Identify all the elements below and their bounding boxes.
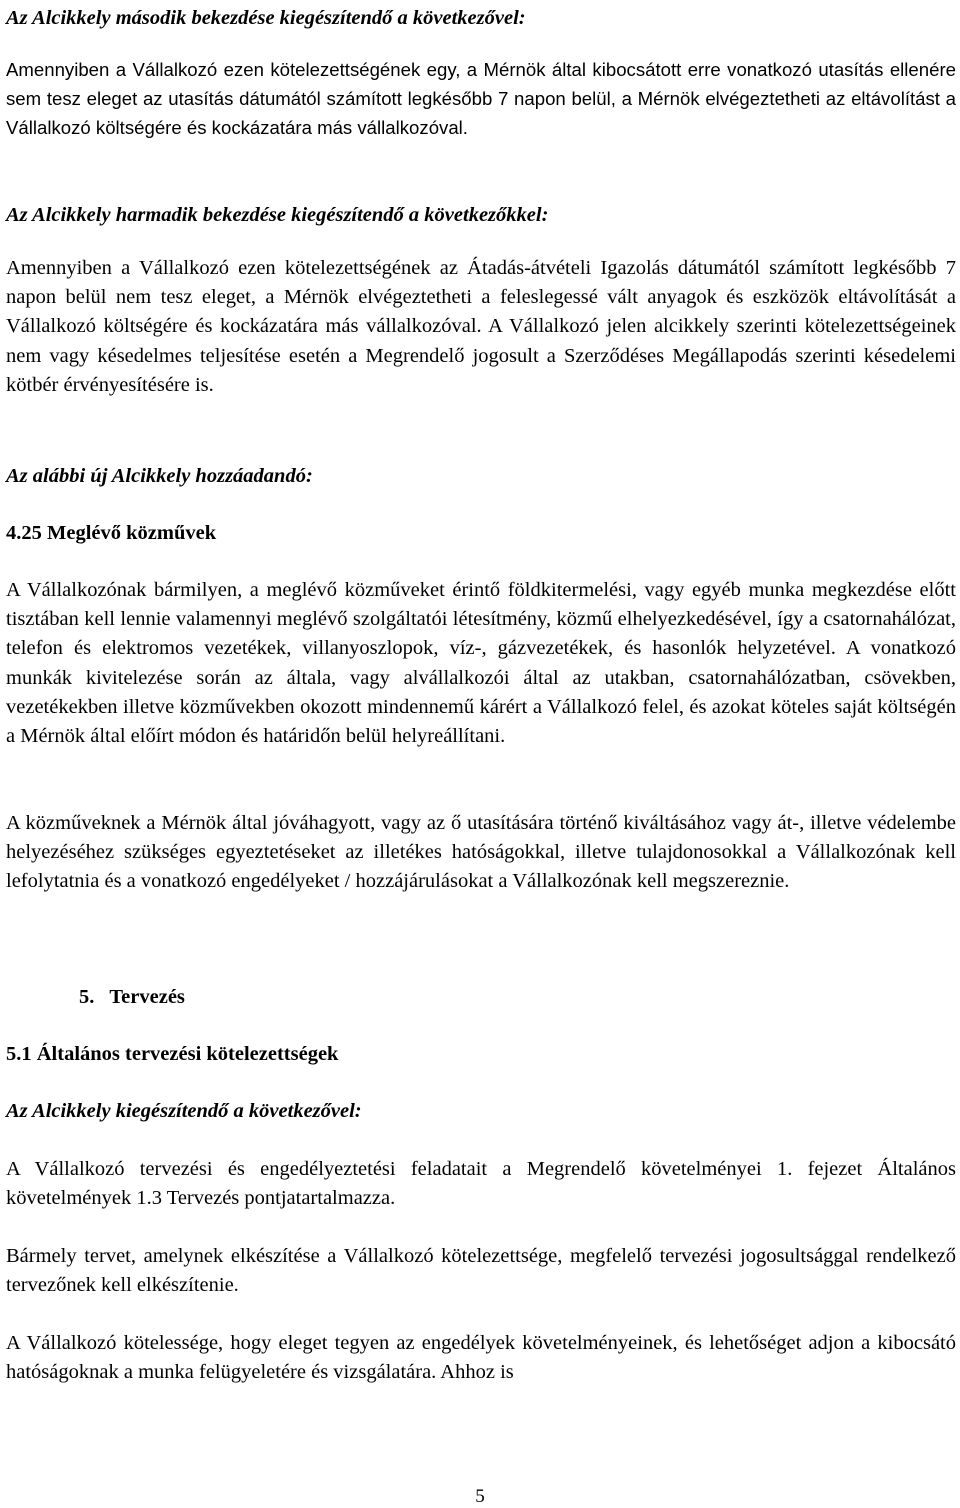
subsection-heading-second-paragraph: Az Alcikkely második bekezdése kiegészítendő a következővel: [6, 7, 526, 29]
paragraph-permit-requirements: A Vállalkozó kötelessége, hogy eleget tegyen az engedélyek követelményeinek, és lehetőséget adjon a kibocsátó hatóságoknak a munka felügyeletére és vizsgálatára. Ahhoz is [6, 1332, 956, 1384]
paragraph-removal-by-engineer: Amennyiben a Vállalkozó ezen kötelezettségének egy, a Mérnök által kibocsátott erre vonatkozó utasítás ellenére sem tesz eleget az utasítás dátumától számított legkésőbb 7 napon belül, a Mérnök elvégeztetheti az eltávolítást a Vállalkozó költségére és kockázatára más vállalkozóval. [6, 59, 956, 139]
subsection-heading-new-clause: Az alábbi új Alcikkely hozzáadandó: [6, 465, 313, 487]
page-number: 5 [475, 1486, 485, 1507]
paragraph-design-qualification: Bármely tervet, amelynek elkészítése a Vállalkozó kötelezettsége, megfelelő tervezési jogosultsággal rendelkező tervezőnek kell elkészítenie. [6, 1245, 956, 1297]
subsection-heading-third-paragraph: Az Alcikkely harmadik bekezdése kiegészítendő a következőkkel: [6, 204, 549, 226]
paragraph-utility-relocation: A közműveknek a Mérnök által jóváhagyott, vagy az ő utasítására történő kiváltásához vagy át-, illetve védelembe helyezéséhez szükséges egyeztetéseket az illetékes hatóságokkal, illetve tulajdonosokkal a Vállalkozónak kell lefolytatnia és a vonatkozó engedélyeket / hozzájárulásokat a Vállalkozónak kell megszereznie. [6, 812, 956, 893]
section-title-5-design: 5. Tervezés [79, 986, 185, 1008]
paragraph-design-tasks: A Vállalkozó tervezési és engedélyeztetési feladatait a Megrendelő követelményei 1. fejezet Általános követelmények 1.3 Tervezés pontjatartalmazza. [6, 1158, 956, 1210]
subsection-heading-supplement: Az Alcikkely kiegészítendő a következővel: [6, 1100, 362, 1122]
paragraph-handover-removal: Amennyiben a Vállalkozó ezen kötelezettségének az Átadás-átvételi Igazolás dátumától számított legkésőbb 7 napon belül nem tesz eleget, a Mérnök elvégeztetheti a feleslegessé vált anyagok és eszközök eltávolítását a Vállalkozó költségére és kockázatára más vállalkozóval. A Vállalkozó jelen alcikkely szerinti kötelezettségeinek nem vagy késedelmes teljesítése esetén a Megrendelő jogosult a Szerződéses Megállapodás szerinti késedelemi kötbér érvényesítésére is. [6, 257, 956, 396]
section-title-5-1: 5.1 Általános tervezési kötelezettségek [6, 1043, 339, 1065]
section-title-4-25: 4.25 Meglévő közművek [6, 522, 217, 544]
paragraph-existing-utilities: A Vállalkozónak bármilyen, a meglévő közműveket érintő földkitermelési, vagy egyéb munka megkezdése előtt tisztában kell lennie valamennyi meglévő szolgáltatói létesítmény, közmű elhelyezkedésével, így a csatornahálózat, telefon és elektromos vezetékek, villanyoszlopok, víz-, gázvezetékek, és hasonlók helyzetével. A vonatkozó munkák kivitelezése során az általa, vagy alvállalkozói által az utakban, csatornahálózatban, csövekben, vezetékekben illetve közművekben okozott mindennemű kárért a Vállalkozó felel, és azokat köteles saját költségén a Mérnök által előírt módon és határidőn belül helyreállítani. [6, 579, 956, 748]
